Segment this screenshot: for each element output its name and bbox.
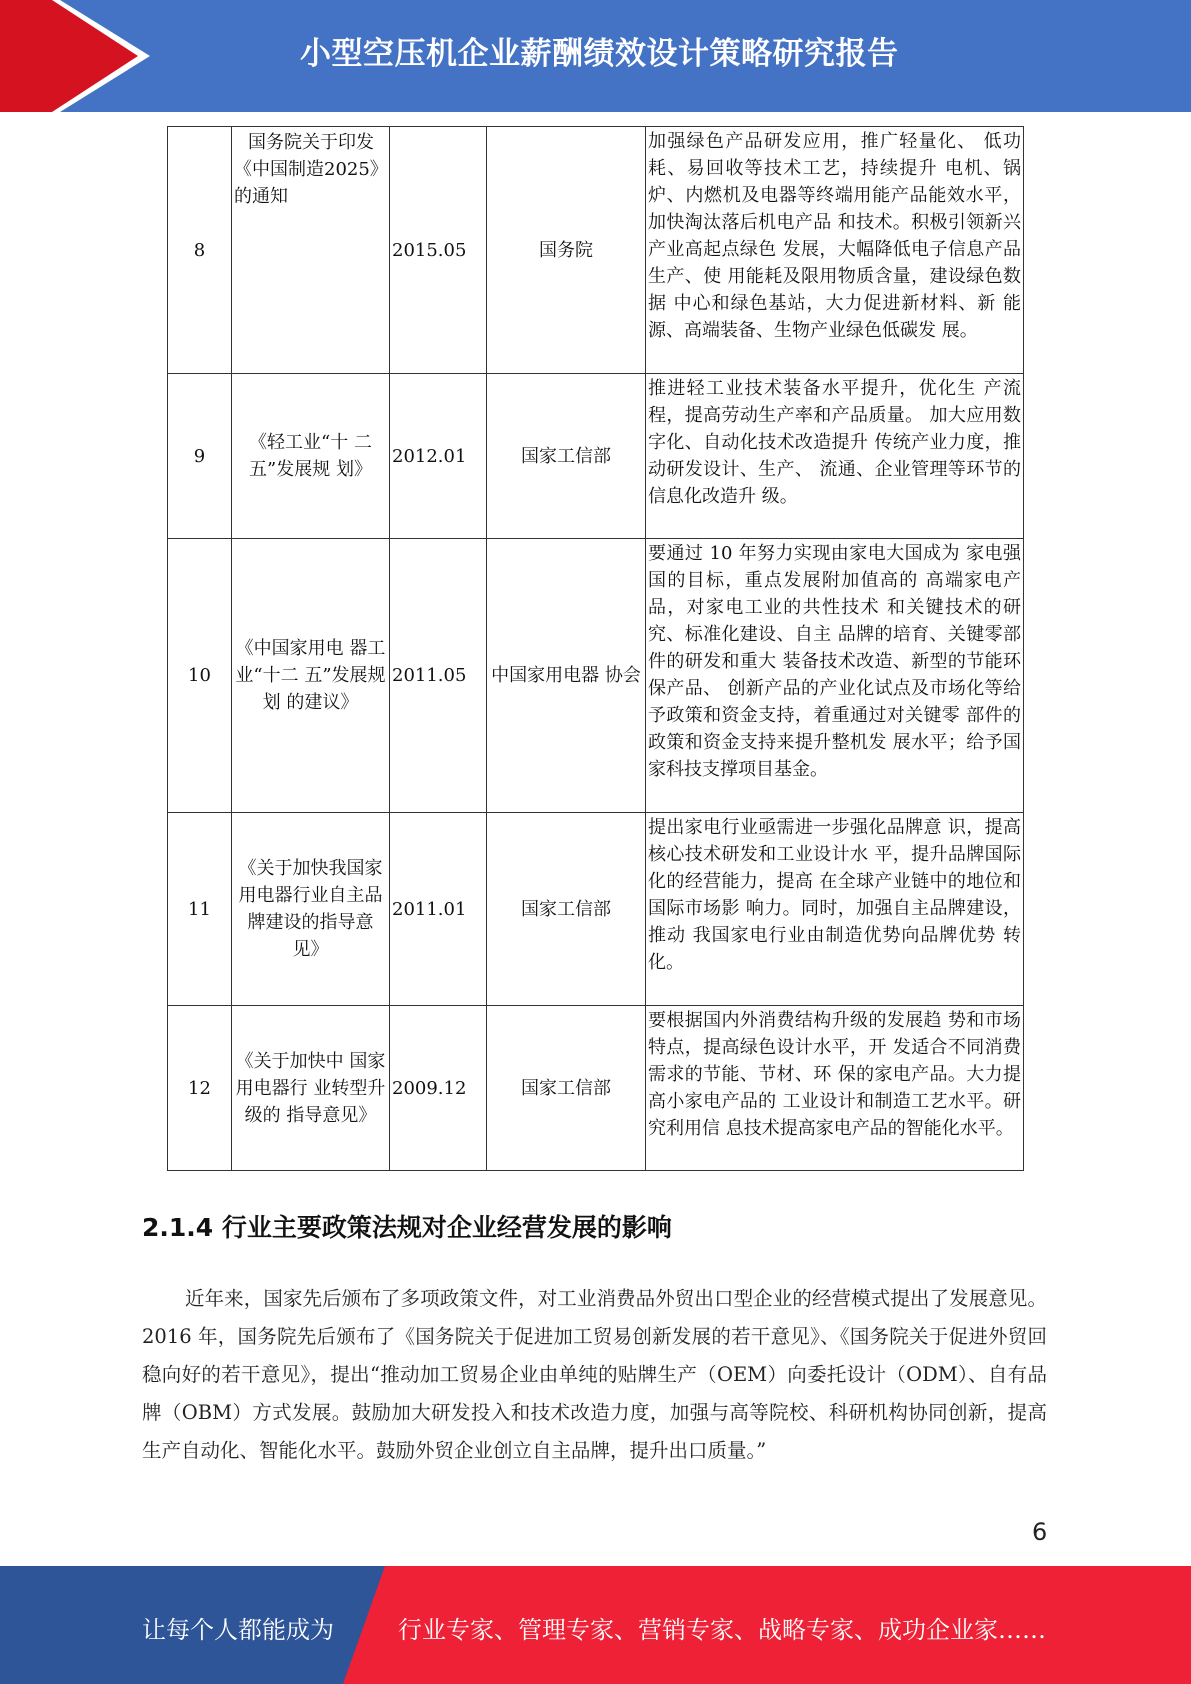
policy-content: 推进轻工业技术装备水平提升，优化生 产流程，提高劳动生产率和产品质量。 加大应用数字化、自动化技术改造提升 传统产业力度，推动研发设计、生产、 流通、企业管理等环节的信息化改造升 级。 — [646, 374, 1024, 539]
table-row — [168, 539, 1024, 813]
page-number: 6 — [1032, 1518, 1048, 1546]
policy-name: 《中国家用电 器工业“十二 五”发展规划 的建议》 — [232, 539, 390, 813]
issuer: 国家工信部 — [487, 813, 646, 1006]
issuer: 国务院 — [487, 127, 646, 374]
issue-date: 2011.05 — [390, 539, 487, 813]
body-paragraph: 近年来，国家先后颁布了多项政策文件，对工业消费品外贸出口型企业的经营模式提出了发展意见。2016 年，国务院先后颁布了《国务院关于促进加工贸易创新发展的若干意见》、《国务院关于促进外贸回稳向好的若干意见》，提出“推动加工贸易企业由单纯的贴牌生产（OEM）向委托设计（ODM）、自有品牌（OBM）方式发展。鼓励加大研发投入和技术改造力度，加强与高等院校、科研机构协同创新，提高生产自动化、智能化水平。鼓励外贸企业创立自主品牌，提升出口质量。” — [142, 1287, 1047, 1462]
section-heading: 2.1.4 行业主要政策法规对企业经营发展的影响 — [142, 1213, 672, 1242]
row-number: 12 — [168, 1006, 232, 1171]
policy-name: 《轻工业“十 二五”发展规 划》 — [232, 374, 390, 539]
issuer: 国家工信部 — [487, 1006, 646, 1171]
page-footer — [0, 1566, 1191, 1684]
issue-date: 2009.12 — [390, 1006, 487, 1171]
issue-date: 2011.01 — [390, 813, 487, 1006]
policy-content: 要通过 10 年努力实现由家电大国成为 家电强国的目标，重点发展附加值高的 高端家电产品，对家电工业的共性技术 和关键技术的研究、标准化建设、自主 品牌的培育、关键零部件的研发和重大 装备技术改造、新型的节能环保产品、 创新产品的产业化试点及市场化等给 予政策和资金支持，着重通过对关键零 部件的政策和资金支持来提升整机发 展水平；给予国家科技支撑项目基金。 — [646, 539, 1024, 813]
row-number: 8 — [168, 127, 232, 374]
footer-slogan-left: 让每个人都能成为 — [142, 1616, 334, 1644]
table-row — [168, 127, 1024, 374]
policy-content: 加强绿色产品研发应用，推广轻量化、 低功耗、易回收等技术工艺，持续提升 电机、锅炉、内燃机及电器等终端用能产品能效水平，加快淘汰落后机电产品 和技术。积极引领新兴产业高起点绿色 发展，大幅降低电子信息产品生产、使 用能耗及限用物质含量，建设绿色数据 中心和绿色基站，大力促进新材料、新 能源、高端装备、生物产业绿色低碳发 展。 — [646, 127, 1024, 374]
issue-date: 2015.05 — [390, 127, 487, 374]
issuer: 国家工信部 — [487, 374, 646, 539]
row-number: 11 — [168, 813, 232, 1006]
page-header — [0, 0, 1191, 112]
policy-content: 提出家电行业亟需进一步强化品牌意 识，提高核心技术研发和工业设计水 平，提升品牌国际化的经营能力，提高 在全球产业链中的地位和国际市场影 响力。同时，加强自主品牌建设，推动 我国家电行业由制造优势向品牌优势 转化。 — [646, 813, 1024, 1006]
table-row — [168, 813, 1024, 1006]
footer-slogan-right: 行业专家、管理专家、营销专家、战略专家、成功企业家…… — [398, 1616, 1046, 1644]
policy-content: 要根据国内外消费结构升级的发展趋 势和市场特点，提高绿色设计水平，开 发适合不同消费需求的节能、节材、环 保的家电产品。大力提高小家电产品的 工业设计和制造工艺水平。研究利用信 息技术提高家电产品的智能化水平。 — [646, 1006, 1024, 1171]
table-row — [168, 1006, 1024, 1171]
policy-name: 《关于加快中 国家用电器行 业转型升级的 指导意见》 — [232, 1006, 390, 1171]
policy-name — [232, 127, 390, 374]
issuer: 中国家用电器 协会 — [487, 539, 646, 813]
row-number: 10 — [168, 539, 232, 813]
header-arrow-icon — [0, 0, 160, 112]
table-row — [168, 374, 1024, 539]
report-title: 小型空压机企业薪酬绩效设计策略研究报告 — [300, 36, 899, 72]
issue-date: 2012.01 — [390, 374, 487, 539]
policy-table — [167, 126, 1024, 1171]
row-number: 9 — [168, 374, 232, 539]
policy-name: 《关于加快我国家用电器行业自主品牌建设的指导意 见》 — [232, 813, 390, 1006]
policy-name-text: 国务院关于印发《中国制造2025》的通知 — [234, 132, 379, 207]
